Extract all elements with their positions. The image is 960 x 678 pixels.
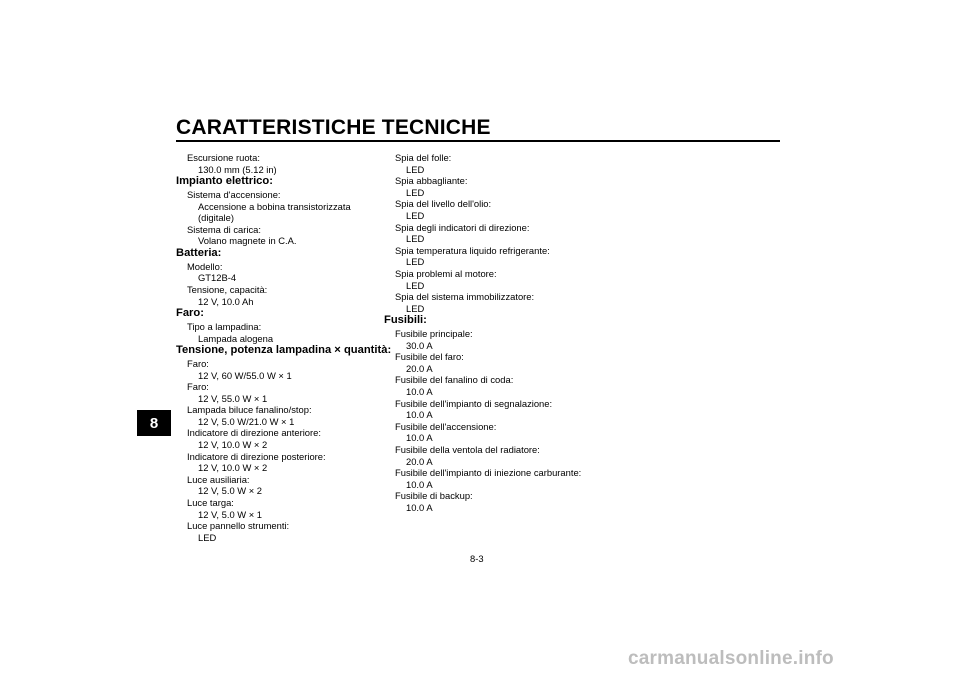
spec-label: Fusibile dell'impianto di iniezione carburante: bbox=[395, 467, 582, 479]
title-rule bbox=[176, 140, 780, 142]
spec-value: 130.0 mm (5.12 in) bbox=[198, 163, 277, 175]
spec-value: Accensione a bobina transistorizzata bbox=[198, 200, 351, 212]
spec-value: 12 V, 10.0 W × 2 bbox=[198, 462, 268, 474]
section-heading: Tensione, potenza lampadina × quantità: bbox=[176, 344, 392, 357]
spec-label: Spia del sistema immobilizzatore: bbox=[395, 291, 535, 303]
spec-value: 12 V, 10.0 W × 2 bbox=[198, 439, 268, 451]
spec-label: Spia del livello dell'olio: bbox=[395, 198, 492, 210]
spec-value: LED bbox=[406, 256, 425, 268]
spec-value: (digitale) bbox=[198, 212, 234, 224]
chapter-tab: 8 bbox=[137, 410, 171, 436]
spec-label: Faro: bbox=[187, 381, 209, 393]
spec-value: LED bbox=[406, 302, 425, 314]
spec-value: 12 V, 55.0 W × 1 bbox=[198, 392, 268, 404]
section-heading: Faro: bbox=[176, 307, 204, 320]
section-heading: Impianto elettrico: bbox=[176, 175, 273, 188]
spec-value: 10.0 A bbox=[406, 478, 433, 490]
spec-label: Fusibile del faro: bbox=[395, 351, 464, 363]
spec-label: Sistema di carica: bbox=[187, 223, 261, 235]
spec-label: Indicatore di direzione posteriore: bbox=[187, 450, 326, 462]
spec-value: 10.0 A bbox=[406, 502, 433, 514]
section-heading: Fusibili: bbox=[384, 314, 427, 327]
spec-value: 20.0 A bbox=[406, 455, 433, 467]
spec-label: Spia abbagliante: bbox=[395, 175, 468, 187]
spec-label: Spia temperatura liquido refrigerante: bbox=[395, 244, 550, 256]
spec-value: 10.0 A bbox=[406, 409, 433, 421]
spec-label: Modello: bbox=[187, 260, 223, 272]
page-title: CARATTERISTICHE TECNICHE bbox=[176, 116, 491, 139]
spec-label: Fusibile principale: bbox=[395, 328, 473, 340]
spec-value: 12 V, 60 W/55.0 W × 1 bbox=[198, 369, 292, 381]
spec-label: Fusibile dell'accensione: bbox=[395, 420, 497, 432]
spec-value: Lampada alogena bbox=[198, 332, 274, 344]
watermark: carmanualsonline.info bbox=[628, 648, 834, 669]
spec-label: Spia degli indicatori di direzione: bbox=[395, 221, 530, 233]
spec-label: Fusibile della ventola del radiatore: bbox=[395, 444, 540, 456]
spec-value: 30.0 A bbox=[406, 339, 433, 351]
spec-value: 12 V, 10.0 Ah bbox=[198, 295, 254, 307]
spec-value: LED bbox=[406, 163, 425, 175]
spec-value: GT12B-4 bbox=[198, 272, 237, 284]
page-number: 8-3 bbox=[470, 553, 484, 564]
spec-value: 12 V, 5.0 W/21.0 W × 1 bbox=[198, 415, 295, 427]
spec-label: Fusibile dell'impianto di segnalazione: bbox=[395, 397, 553, 409]
spec-value: LED bbox=[198, 531, 217, 543]
spec-value: 10.0 A bbox=[406, 432, 433, 444]
spec-value: 12 V, 5.0 W × 2 bbox=[198, 485, 263, 497]
spec-label: Fusibile del fanalino di coda: bbox=[395, 374, 514, 386]
spec-value: 20.0 A bbox=[406, 362, 433, 374]
spec-label: Luce targa: bbox=[187, 497, 234, 509]
spec-value: LED bbox=[406, 209, 425, 221]
spec-label: Faro: bbox=[187, 357, 209, 369]
spec-label: Escursione ruota: bbox=[187, 152, 260, 163]
spec-label: Sistema d'accensione: bbox=[187, 188, 281, 200]
spec-value: LED bbox=[406, 279, 425, 291]
spec-value: 12 V, 5.0 W × 1 bbox=[198, 508, 263, 520]
spec-label: Luce ausiliaria: bbox=[187, 473, 250, 485]
section-heading: Batteria: bbox=[176, 246, 222, 259]
spec-label: Spia del folle: bbox=[395, 152, 452, 163]
spec-value: 10.0 A bbox=[406, 386, 433, 398]
spec-value: LED bbox=[406, 186, 425, 198]
spec-column-right bbox=[384, 152, 584, 514]
spec-label: Indicatore di direzione anteriore: bbox=[187, 427, 321, 439]
spec-label: Tipo a lampadina: bbox=[187, 320, 262, 332]
spec-label: Spia problemi al motore: bbox=[395, 267, 497, 279]
spec-label: Lampada biluce fanalino/stop: bbox=[187, 404, 312, 416]
spec-label: Luce pannello strumenti: bbox=[187, 520, 290, 532]
spec-value: Volano magnete in C.A. bbox=[198, 235, 297, 247]
spec-column-left bbox=[176, 152, 392, 543]
spec-label: Tensione, capacità: bbox=[187, 283, 268, 295]
spec-label: Fusibile di backup: bbox=[395, 490, 473, 502]
spec-value: LED bbox=[406, 233, 425, 245]
